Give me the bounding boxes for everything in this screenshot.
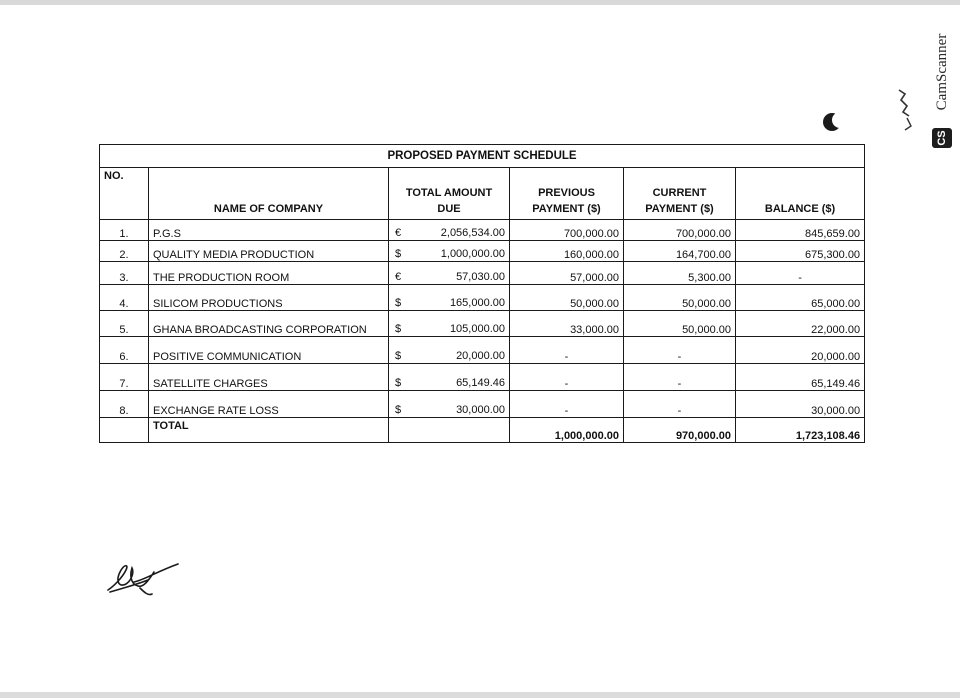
currency-symbol: $ (395, 350, 402, 362)
company-name: P.G.S (149, 220, 389, 241)
total-due-value: 30,000.00 (456, 404, 505, 416)
handwritten-signature (104, 558, 184, 602)
total-due-value: 165,000.00 (449, 297, 505, 309)
total-due-value: 57,030.00 (456, 271, 505, 283)
table-row (100, 391, 865, 418)
previous-payment: 160,000.00 (510, 241, 624, 262)
camscanner-label: CamScanner (934, 33, 950, 111)
total-current: 970,000.00 (624, 418, 736, 443)
total-due-cell (389, 262, 510, 285)
previous-payment: 33,000.00 (510, 311, 624, 337)
current-payment: - (624, 364, 736, 391)
total-balance: 1,723,108.46 (736, 418, 865, 443)
currency-symbol: € (395, 271, 402, 283)
balance: 845,659.00 (736, 220, 865, 241)
table-row (100, 241, 865, 262)
total-due-cell (389, 285, 510, 311)
staple-mark (893, 86, 921, 134)
currency-symbol: $ (395, 248, 402, 260)
row-number: 4. (100, 285, 149, 311)
row-number: 5. (100, 311, 149, 337)
current-payment: 5,300.00 (624, 262, 736, 285)
header-current-payment: CURRENT PAYMENT ($) (624, 168, 736, 220)
balance: 65,000.00 (736, 285, 865, 311)
company-name: THE PRODUCTION ROOM (149, 262, 389, 285)
balance: 22,000.00 (736, 311, 865, 337)
camscanner-watermark (929, 22, 955, 146)
header-no: NO. (100, 168, 149, 220)
balance: 675,300.00 (736, 241, 865, 262)
currency-symbol: $ (395, 323, 402, 335)
current-payment: 164,700.00 (624, 241, 736, 262)
total-due-cell (389, 364, 510, 391)
previous-payment: 700,000.00 (510, 220, 624, 241)
previous-payment: - (510, 337, 624, 364)
company-name: SATELLITE CHARGES (149, 364, 389, 391)
total-due-value: 105,000.00 (449, 323, 505, 335)
previous-payment: - (510, 364, 624, 391)
currency-symbol: $ (395, 377, 402, 389)
payment-schedule-table (99, 144, 865, 443)
table-row (100, 364, 865, 391)
table-row (100, 285, 865, 311)
total-due-cell (389, 311, 510, 337)
scan-top-edge (0, 0, 960, 5)
company-name: SILICOM PRODUCTIONS (149, 285, 389, 311)
balance: - (736, 262, 865, 285)
previous-payment: 50,000.00 (510, 285, 624, 311)
total-empty-cell (389, 418, 510, 443)
table-row (100, 220, 865, 241)
total-due-value: 20,000.00 (456, 350, 505, 362)
header-balance: BALANCE ($) (736, 168, 865, 220)
punch-hole-mark (820, 110, 854, 136)
total-row (100, 418, 865, 443)
scan-bottom-edge (0, 692, 960, 698)
camscanner-badge-icon: CS (932, 128, 952, 148)
currency-symbol: $ (395, 404, 402, 416)
table-row (100, 337, 865, 364)
total-due-value: 65,149.46 (456, 377, 505, 389)
company-name: EXCHANGE RATE LOSS (149, 391, 389, 418)
header-total-due: TOTAL AMOUNT DUE (389, 168, 510, 220)
previous-payment: 57,000.00 (510, 262, 624, 285)
row-number: 6. (100, 337, 149, 364)
header-company: NAME OF COMPANY (149, 168, 389, 220)
row-number: 1. (100, 220, 149, 241)
total-due-cell (389, 391, 510, 418)
balance: 30,000.00 (736, 391, 865, 418)
company-name: POSITIVE COMMUNICATION (149, 337, 389, 364)
balance: 65,149.46 (736, 364, 865, 391)
total-due-value: 1,000,000.00 (440, 248, 505, 260)
total-label: TOTAL (149, 418, 389, 443)
table-row (100, 311, 865, 337)
table-row (100, 262, 865, 285)
current-payment: - (624, 391, 736, 418)
currency-symbol: € (395, 227, 402, 239)
table-title: PROPOSED PAYMENT SCHEDULE (100, 145, 865, 168)
row-number: 8. (100, 391, 149, 418)
total-due-cell (389, 220, 510, 241)
current-payment: - (624, 337, 736, 364)
total-due-value: 2,056,534.00 (440, 227, 505, 239)
total-due-cell (389, 241, 510, 262)
header-previous-payment: PREVIOUS PAYMENT ($) (510, 168, 624, 220)
current-payment: 700,000.00 (624, 220, 736, 241)
total-previous: 1,000,000.00 (510, 418, 624, 443)
row-number: 2. (100, 241, 149, 262)
company-name: GHANA BROADCASTING CORPORATION (149, 311, 389, 337)
balance: 20,000.00 (736, 337, 865, 364)
total-due-cell (389, 337, 510, 364)
row-number: 3. (100, 262, 149, 285)
row-number: 7. (100, 364, 149, 391)
current-payment: 50,000.00 (624, 285, 736, 311)
current-payment: 50,000.00 (624, 311, 736, 337)
total-empty-cell (100, 418, 149, 443)
currency-symbol: $ (395, 297, 402, 309)
company-name: QUALITY MEDIA PRODUCTION (149, 241, 389, 262)
previous-payment: - (510, 391, 624, 418)
